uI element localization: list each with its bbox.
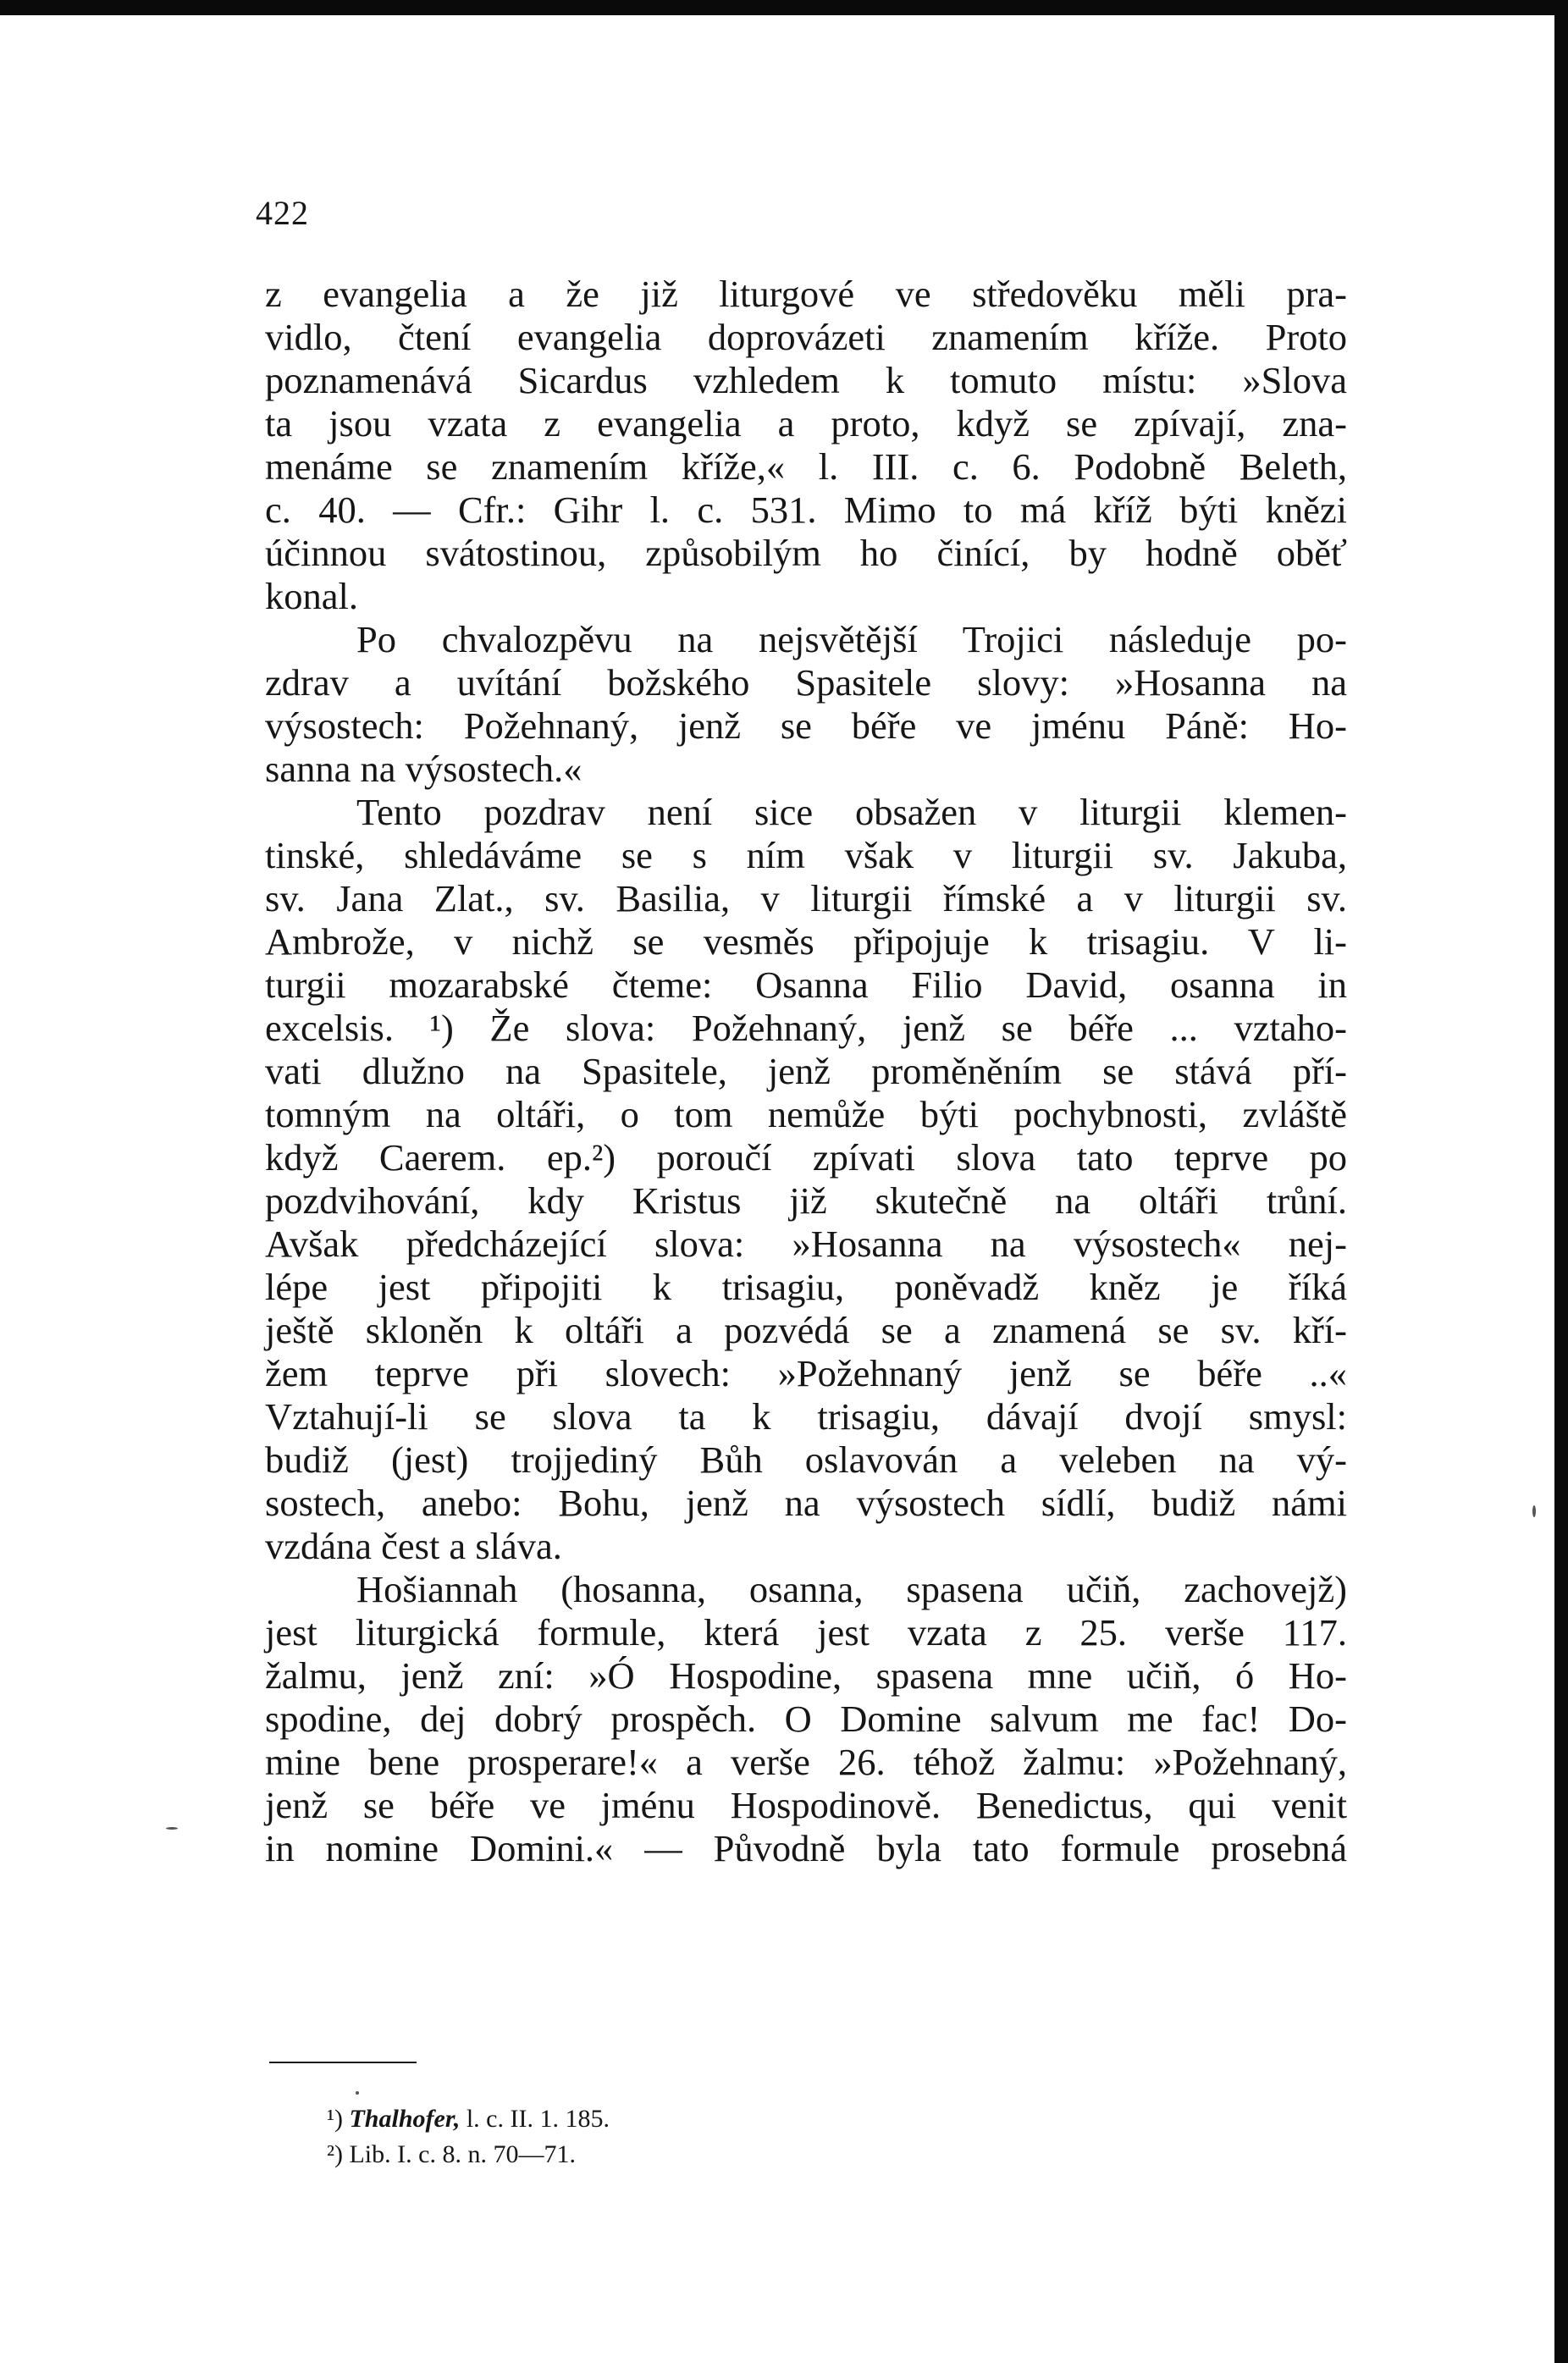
text-line: když Caerem. ep.²) poroučí zpívati slova tato teprve po	[265, 1136, 1347, 1179]
footnote-marker: ²)	[327, 2140, 343, 2168]
text-line: Vztahují-li se slova ta k trisagiu, dávají dvojí smysl:	[265, 1395, 1347, 1438]
text-line: tinské, shledáváme se s ním však v liturgii sv. Jakuba,	[265, 834, 1347, 876]
text-line: jenž se béře ve jménu Hospodinově. Benedictus, qui venit	[265, 1784, 1347, 1826]
text-line: pozdvihování, kdy Kristus již skutečně na oltáři trůní.	[265, 1179, 1347, 1222]
text-line: vidlo, čtení evangelia doprovázeti znamením kříže. Proto	[265, 316, 1347, 358]
text-line: turgii mozarabské čteme: Osanna Filio David, osanna in	[265, 963, 1347, 1006]
footnote-text: Lib. I. c. 8. n. 70—71.	[349, 2140, 576, 2168]
text-line: žalmu, jenž zní: »Ó Hospodine, spasena mne učiň, ó Ho-	[265, 1654, 1347, 1697]
text-line: in nomine Domini.« — Původně byla tato formule prosebná	[265, 1827, 1347, 1869]
text-line: poznamenává Sicardus vzhledem k tomuto místu: »Slova	[265, 359, 1347, 401]
text-line: sv. Jana Zlat., sv. Basilia, v liturgii římské a v liturgii sv.	[265, 877, 1347, 919]
text-line: lépe jest připojiti k trisagiu, poněvadž kněz je říká	[265, 1266, 1347, 1308]
footnote	[327, 2101, 610, 2137]
text-line: Hošiannah (hosanna, osanna, spasena učiň, zachovejž)	[356, 1568, 1347, 1610]
scan-border-right	[1554, 0, 1568, 2363]
text-line: Avšak předcházející slova: »Hosanna na výsostech« nej-	[265, 1223, 1347, 1265]
text-line: vzdána čest a sláva.	[265, 1525, 562, 1567]
text-line: vati dlužno na Spasitele, jenž proměněním se stává pří-	[265, 1050, 1347, 1092]
text-line: žem teprve při slovech: »Požehnaný jenž se béře ..«	[265, 1352, 1347, 1394]
footnote-text: l. c. II. 1. 185.	[466, 2105, 610, 2133]
footnote-author: Thalhofer,	[349, 2105, 461, 2133]
text-line: tomným na oltáři, o tom nemůže býti pochybnosti, zvláště	[265, 1093, 1347, 1135]
scan-speck	[1532, 1505, 1536, 1517]
text-line: c. 40. — Cfr.: Gihr l. c. 531. Mimo to má kříž býti knězi	[265, 489, 1347, 531]
text-line: budiž (jest) trojjediný Bůh oslavován a veleben na vý-	[265, 1438, 1347, 1481]
text-line: zdrav a uvítání božského Spasitele slovy: »Hosanna na	[265, 661, 1347, 704]
text-line: výsostech: Požehnaný, jenž se béře ve jménu Páně: Ho-	[265, 704, 1347, 747]
body-text	[265, 273, 1347, 1870]
text-line: konal.	[265, 575, 358, 617]
footnote	[327, 2137, 610, 2173]
text-line: Po chvalozpěvu na nejsvětější Trojici následuje po-	[356, 618, 1347, 660]
text-line: sanna na výsostech.«	[265, 748, 582, 790]
text-line: spodine, dej dobrý prospěch. O Domine salvum me fac! Do-	[265, 1698, 1347, 1740]
page-number: 422	[256, 194, 309, 232]
text-line: mine bene prosperare!« a verše 26. téhož žalmu: »Požehnaný,	[265, 1741, 1347, 1783]
text-line: excelsis. ¹) Že slova: Požehnaný, jenž se béře ... vztaho-	[265, 1007, 1347, 1049]
footnote-marker: ¹)	[327, 2105, 343, 2133]
text-line: menáme se znamením kříže,« l. III. c. 6. Podobně Beleth,	[265, 445, 1347, 488]
text-line: z evangelia a že již liturgové ve středověku měli pra-	[265, 273, 1347, 315]
scan-speck	[356, 2091, 359, 2095]
text-line: ještě skloněn k oltáři a pozvédá se a znamená se sv. kří-	[265, 1309, 1347, 1351]
footnotes	[327, 2101, 610, 2173]
text-line: Ambrože, v nichž se vesměs připojuje k trisagiu. V li-	[265, 920, 1347, 963]
text-line: jest liturgická formule, která jest vzata z 25. verše 117.	[265, 1611, 1347, 1654]
text-line: Tento pozdrav není sice obsažen v liturgii klemen-	[356, 791, 1347, 833]
scan-speck	[166, 1827, 178, 1830]
text-line: účinnou svátostinou, způsobilým ho činící, by hodně oběť	[265, 532, 1347, 574]
text-line: ta jsou vzata z evangelia a proto, když se zpívají, zna-	[265, 402, 1347, 444]
text-line: sostech, anebo: Bohu, jenž na výsostech sídlí, budiž námi	[265, 1482, 1347, 1524]
footnote-separator	[269, 2062, 417, 2063]
scan-border-top	[0, 0, 1568, 15]
